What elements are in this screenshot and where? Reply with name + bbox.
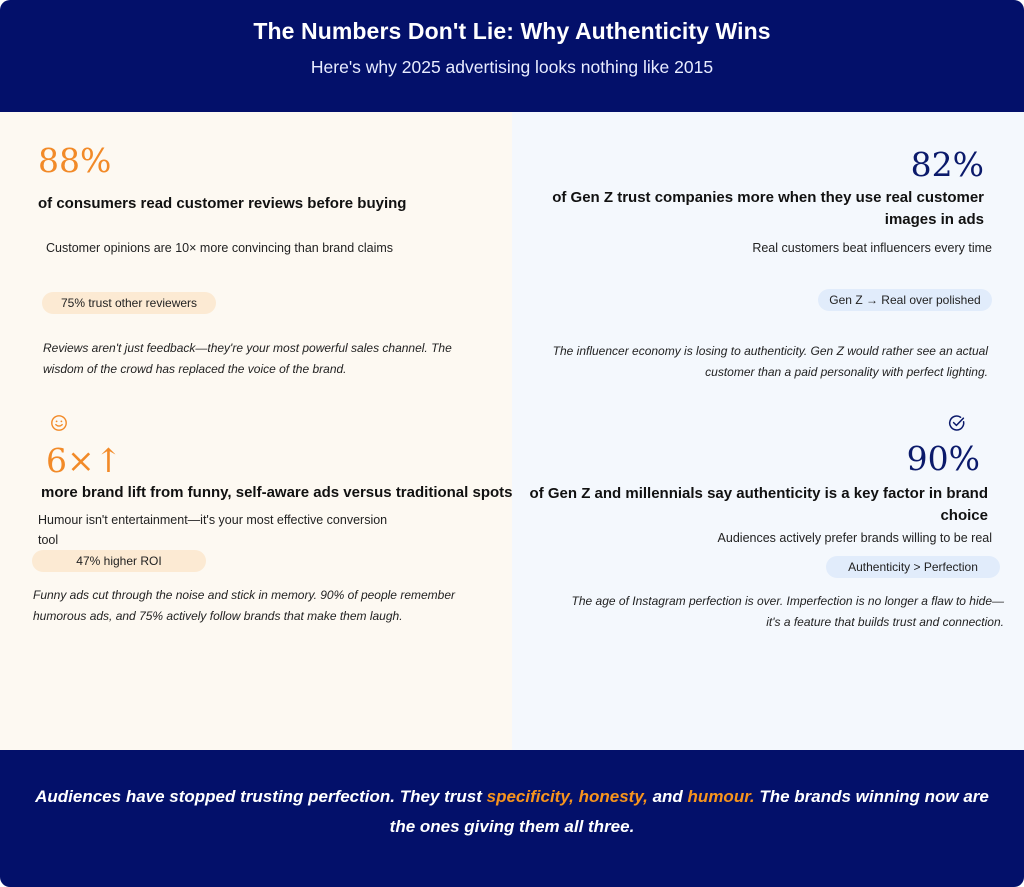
stat-pill-reviews: 75% trust other reviewers: [42, 292, 216, 314]
stat-headline-reviews: of consumers read customer reviews before buying: [38, 195, 407, 212]
smiley-icon: [50, 414, 68, 432]
stat-value-reviews: 88%: [38, 141, 112, 180]
stat-headline-genz-images-line1: of Gen Z trust companies more when they use real customer: [552, 189, 984, 206]
stat-quote-humour-line2: humorous ads, and 75% actively follow brands that make them laugh.: [33, 609, 403, 623]
footer-highlight-humour: humour.: [687, 787, 755, 806]
page-subtitle: Here's why 2025 advertising looks nothing like 2015: [310, 57, 714, 77]
stat-description-authenticity: Audiences actively prefer brands willing to be real: [717, 531, 992, 545]
stat-value-humour: 6×↑: [46, 441, 123, 480]
stat-description-genz-images: Real customers beat influencers every time: [752, 241, 992, 255]
footer-highlight-specificity-honesty: specificity, honesty,: [486, 787, 648, 806]
stat-quote-authenticity-line1: The age of Instagram perfection is over. Imperfection is no longer a flaw to hide—: [571, 594, 1004, 608]
stat-value-authenticity: 90%: [906, 439, 980, 478]
stat-quote-reviews-line1: Reviews aren't just feedback—they're your most powerful sales channel. The: [43, 341, 452, 355]
stat-value-genz-images: 82%: [910, 145, 984, 184]
footer-text-part3: The brands winning now are the ones giving them all three.: [389, 787, 989, 836]
stat-headline-authenticity-line1: of Gen Z and millennials say authenticity is a key factor in brand: [529, 485, 988, 502]
header-banner: [0, 0, 1024, 112]
stat-description-humour-line1: Humour isn't entertainment—it's your most effective conversion: [38, 513, 388, 527]
stat-quote-genz-images-line2: customer than a paid personality with perfect lighting.: [705, 365, 988, 379]
footer-statement: [30, 782, 994, 842]
footer-banner: [0, 750, 1024, 887]
stat-headline-humour: more brand lift from funny, self-aware ads versus traditional spots: [41, 484, 513, 501]
stat-quote-reviews-line2: wisdom of the crowd has replaced the voice of the brand.: [43, 362, 347, 376]
stat-quote-authenticity-line2: it's a feature that builds trust and connection.: [766, 615, 1004, 629]
check-circle-icon: [948, 414, 966, 432]
stat-quote-genz-images-line1: The influencer economy is losing to authenticity. Gen Z would rather see an actual: [552, 344, 988, 358]
stat-description-reviews: Customer opinions are 10× more convincing than brand claims: [46, 241, 394, 255]
stat-pill-humour: 47% higher ROI: [32, 550, 206, 572]
stat-headline-genz-images-line2: images in ads: [884, 211, 984, 228]
footer-text-part2: and: [647, 787, 688, 806]
stat-description-humour-line2: tool: [38, 533, 59, 547]
stat-pill-genz-images: Gen Z → Real over polished: [818, 289, 992, 311]
page-title: The Numbers Don't Lie: Why Authenticity Wins: [253, 18, 771, 44]
stat-headline-authenticity-line2: choice: [940, 507, 988, 524]
footer-text-part1: Audiences have stopped trusting perfection. They trust: [35, 787, 487, 806]
stat-pill-authenticity: Authenticity > Perfection: [826, 556, 1000, 578]
stat-quote-humour-line1: Funny ads cut through the noise and stick in memory. 90% of people remember: [33, 588, 455, 602]
